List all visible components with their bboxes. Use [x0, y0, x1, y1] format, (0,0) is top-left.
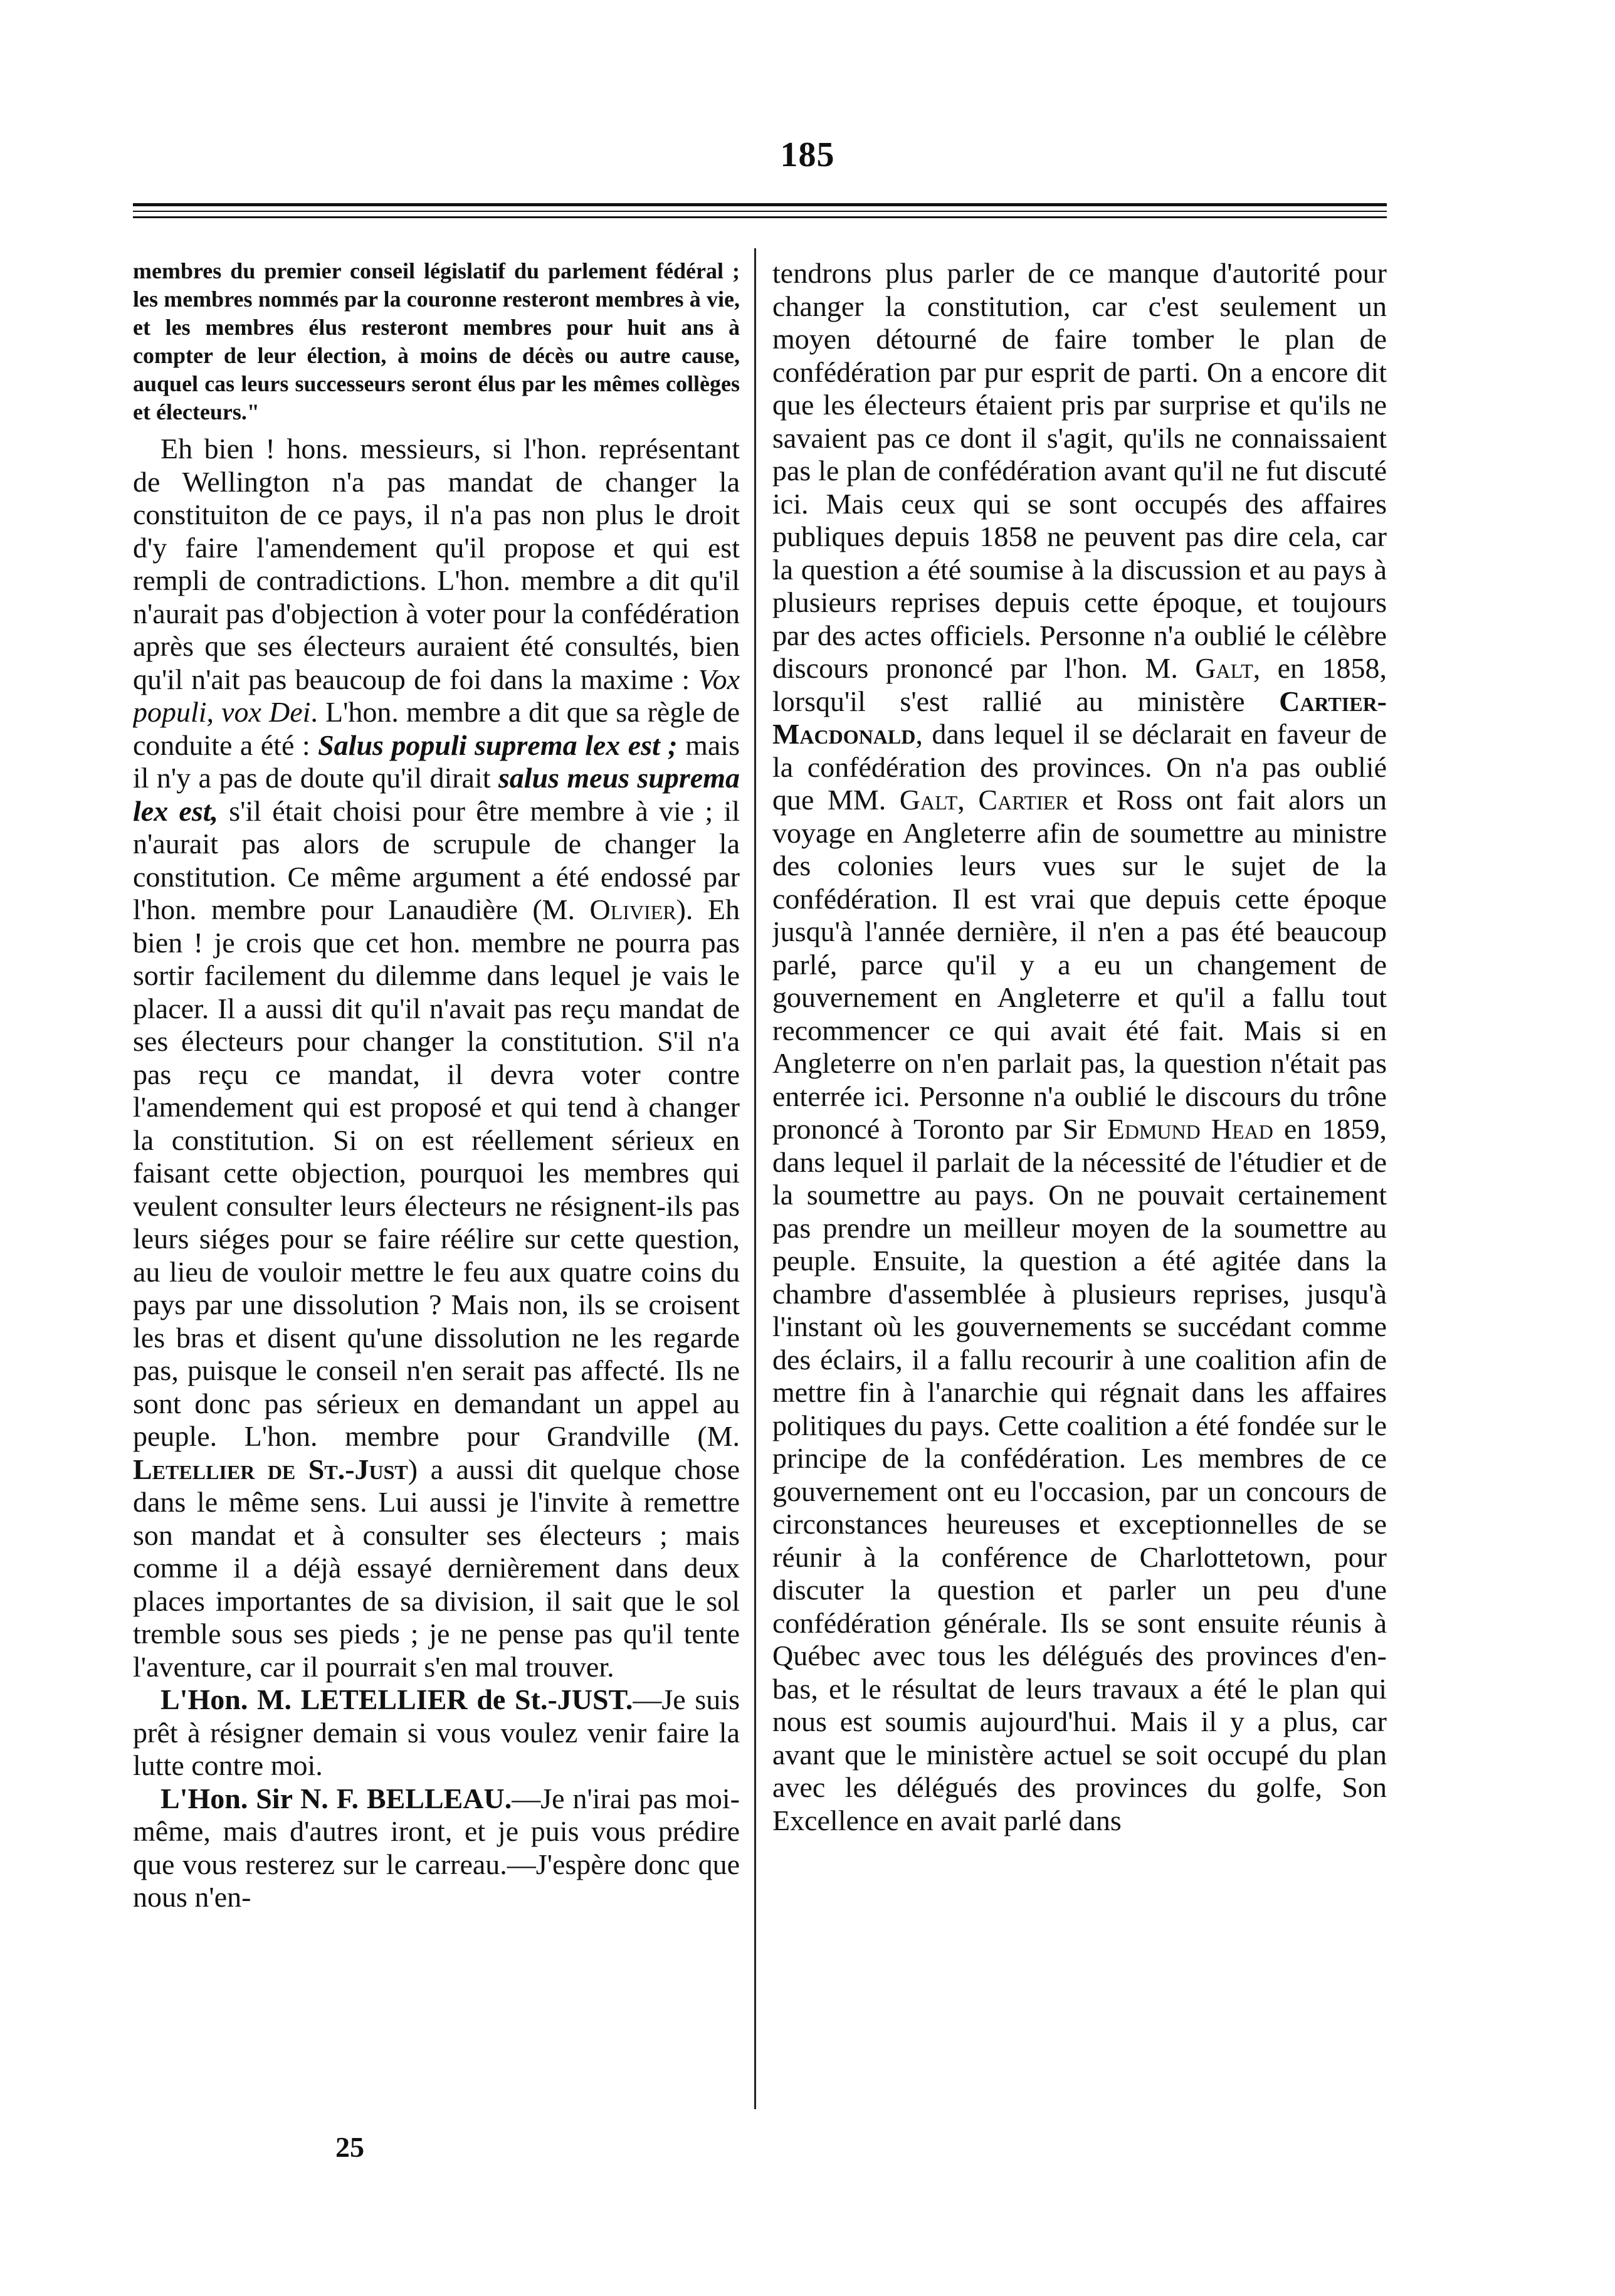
speaker-letellier: L'Hon. M. LETELLIER de St.-JUST.	[160, 1683, 633, 1715]
page-number: 185	[780, 135, 835, 174]
paragraph-text: mais il n'y a pas de doute qu'il dirait	[133, 729, 740, 794]
header-rule-thick	[133, 203, 1387, 206]
paragraph-text: ,	[957, 784, 979, 816]
paragraph-text: et Ross ont fait alors un voyage en Angleterre afin de soumettre au ministre des colonies leurs vues sur le sujet de la confédération. Il est vrai que depuis cette époque jusqu'à l'année dernière, il n'en a pas été beaucoup parlé, parce qu'il y a eu un changement de gouvernement en Angleterre et qu'il a fallu tout recommencer ce qui avait été fait. Mais si en Angleterre on n'en parlait pas, la question n'était pas enterrée ici. Personne n'a oublié le discours du trône prononcé à Toronto par Sir	[772, 784, 1387, 1145]
member-name-letellier: Letellier de St.-Just	[133, 1453, 408, 1485]
latin-maxim-vox-populi: Vox populi, vox Dei	[133, 663, 740, 728]
paragraph-text: —Je suis prêt à résigner demain si vous voulez venir faire la lutte contre moi.	[133, 1683, 740, 1781]
person-name-edmund-head: Edmund Head	[1107, 1113, 1273, 1145]
paragraph-text: . L'hon. membre a dit que sa règle de conduite a été :	[133, 696, 740, 761]
paragraph-letellier-interjection	[133, 1683, 740, 1783]
paragraph-text: , en 1858, lorsqu'il s'est rallié au ministère	[772, 652, 1387, 717]
member-name-galt: Galt	[1195, 652, 1253, 684]
ministry-name-cartier-macdonald: Cartier-Macdonald	[772, 685, 1387, 750]
member-name-cartier: Cartier	[978, 784, 1069, 816]
member-name-olivier: Olivier	[589, 893, 676, 925]
paragraph-text: ). Eh bien ! je crois que cet hon. membre ne pourra pas sortir facilement du dilemme dans lequel je vais le placer. Il a aussi dit qu'il n'avait pas reçu mandat de ses électeurs pour changer la constitution. S'il n'a pas reçu ce mandat, il devra voter contre l'amendement qui est proposé et qui tend à changer la constitution. Si on est réellement sérieux en faisant cette objection, pourquoi les membres qui veulent consulter leurs électeurs ne résignent-ils pas leurs siéges pour se faire réélire sur cette question, au lieu de vouloir mettre le feu aux quatre coins du pays par une dissolution ? Mais non, ils se croisent les bras et disent qu'une dissolution ne les regarde pas, puisque le conseil n'en serait pas affecté. Ils ne sont donc pas sérieux en demandant un appel au peuple. L'hon. membre pour Grandville (M.	[133, 893, 740, 1452]
paragraph-text: s'il était choisi pour être membre à vie ; il n'aurait pas alors de scrupule de changer la constitution. Ce même argument a été endossé par l'hon. membre pour Lanaudière (M.	[133, 794, 740, 925]
paragraph-wellington-reply	[133, 433, 740, 1683]
left-column	[133, 257, 740, 2125]
right-column	[772, 257, 1387, 2125]
latin-maxim-salus-meus: salus meus suprema lex est,	[133, 762, 740, 827]
member-name-galt: Galt	[899, 784, 958, 816]
quoted-resolution: membres du premier conseil législatif du parlement fédéral ; les membres nommés par la couronne resteront membres à vie, et les membres élus resteront membres pour huit ans à compter de leur élection, à moins de décès ou autre cause, auquel cas leurs successeurs seront élus par les mêmes collèges et électeurs."	[133, 258, 740, 424]
speaker-belleau: L'Hon. Sir N. F. BELLEAU.	[160, 1782, 512, 1814]
paragraph-text: —Je n'irai pas moi-même, mais d'autres iront, et je puis vous prédire que vous resterez sur le carreau.—J'espère donc que nous n'en-	[133, 1782, 740, 1913]
signature-mark: 25	[335, 2131, 364, 2163]
paragraph-continuation	[772, 257, 1387, 1837]
header-rule-bottom	[133, 216, 1387, 218]
paragraph-text: ) a aussi dit quelque chose dans le même sens. Lui aussi je l'invite à remettre son mandat et à consulter ses électeurs ; mais comme il a déjà essayé dernièrement dans deux places importantes de sa division, il sait que le sol tremble sous ses pieds ; je ne pense pas qu'il tente l'aventure, car il pourrait s'en mal trouver.	[133, 1453, 740, 1683]
paragraph-text: Eh bien ! hons. messieurs, si l'hon. représentant de Wellington n'a pas mandat de changer la constituiton de ce pays, il n'a pas non plus le droit d'y faire l'amendement qu'il propose et qui est rempli de contradictions. L'hon. membre a dit qu'il n'aurait pas d'objection à voter pour la confédération après que ses électeurs auraient été consultés, bien qu'il n'ait pas beaucoup de foi dans la maxime :	[133, 433, 740, 695]
paragraph-text: , dans lequel il se déclarait en faveur de la confédération des provinces. On n'a pas oublié que MM.	[772, 718, 1387, 816]
paragraph-belleau-reply	[133, 1783, 740, 1914]
header-rule-thin	[133, 211, 1387, 212]
paragraph-text: en 1859, dans lequel il parlait de la nécessité de l'étudier et de la soumettre au pays. On ne pouvait certainement pas prendre un meilleur moyen de la soumettre au peuple. Ensuite, la question a été agitée dans la chambre d'assemblée à plusieurs reprises, jusqu'à l'instant où les gouvernements se succédant comme des éclairs, il a fallu recourir à une coalition afin de mettre fin à l'anarchie qui régnait dans les affaires politiques du pays. Cette coalition a été fondée sur le principe de la confédération. Les membres de ce gouvernement ont eu l'occasion, par un concours de circonstances heureuses et exceptionnelles de se réunir à la conférence de Charlottetown, pour discuter la question et parler un peu d'une confédération générale. Ils se sont ensuite réunis à Québec avec tous les délégués des provinces d'en-bas, et le résultat de leurs travaux a été le plan qui nous est soumis aujourd'hui. Mais il y a plus, car avant que le ministère actuel se soit occupé du plan avec les délégués des provinces du golfe, Son Excellence en avait parlé dans	[772, 1113, 1387, 1836]
paragraph-text: tendrons plus parler de ce manque d'autorité pour changer la constitution, car c'est seulement un moyen détourné de faire tomber le plan de confédération par pur esprit de parti. On a encore dit que les électeurs étaient pris par surprise et qu'ils ne savaient pas ce dont il s'agit, qu'ils ne connaissaient pas le plan de confédération avant qu'il ne fut discuté ici. Mais ceux qui se sont occupés des affaires publiques depuis 1858 ne peuvent pas dire cela, car la question a été soumise à la discussion et au pays à plusieurs reprises depuis cette époque, et toujours par des actes officiels. Personne n'a oublié le célèbre discours prononcé par l'hon. M.	[772, 257, 1387, 684]
column-divider	[754, 248, 756, 2109]
latin-maxim-salus-populi: Salus populi suprema lex est ;	[318, 729, 678, 761]
